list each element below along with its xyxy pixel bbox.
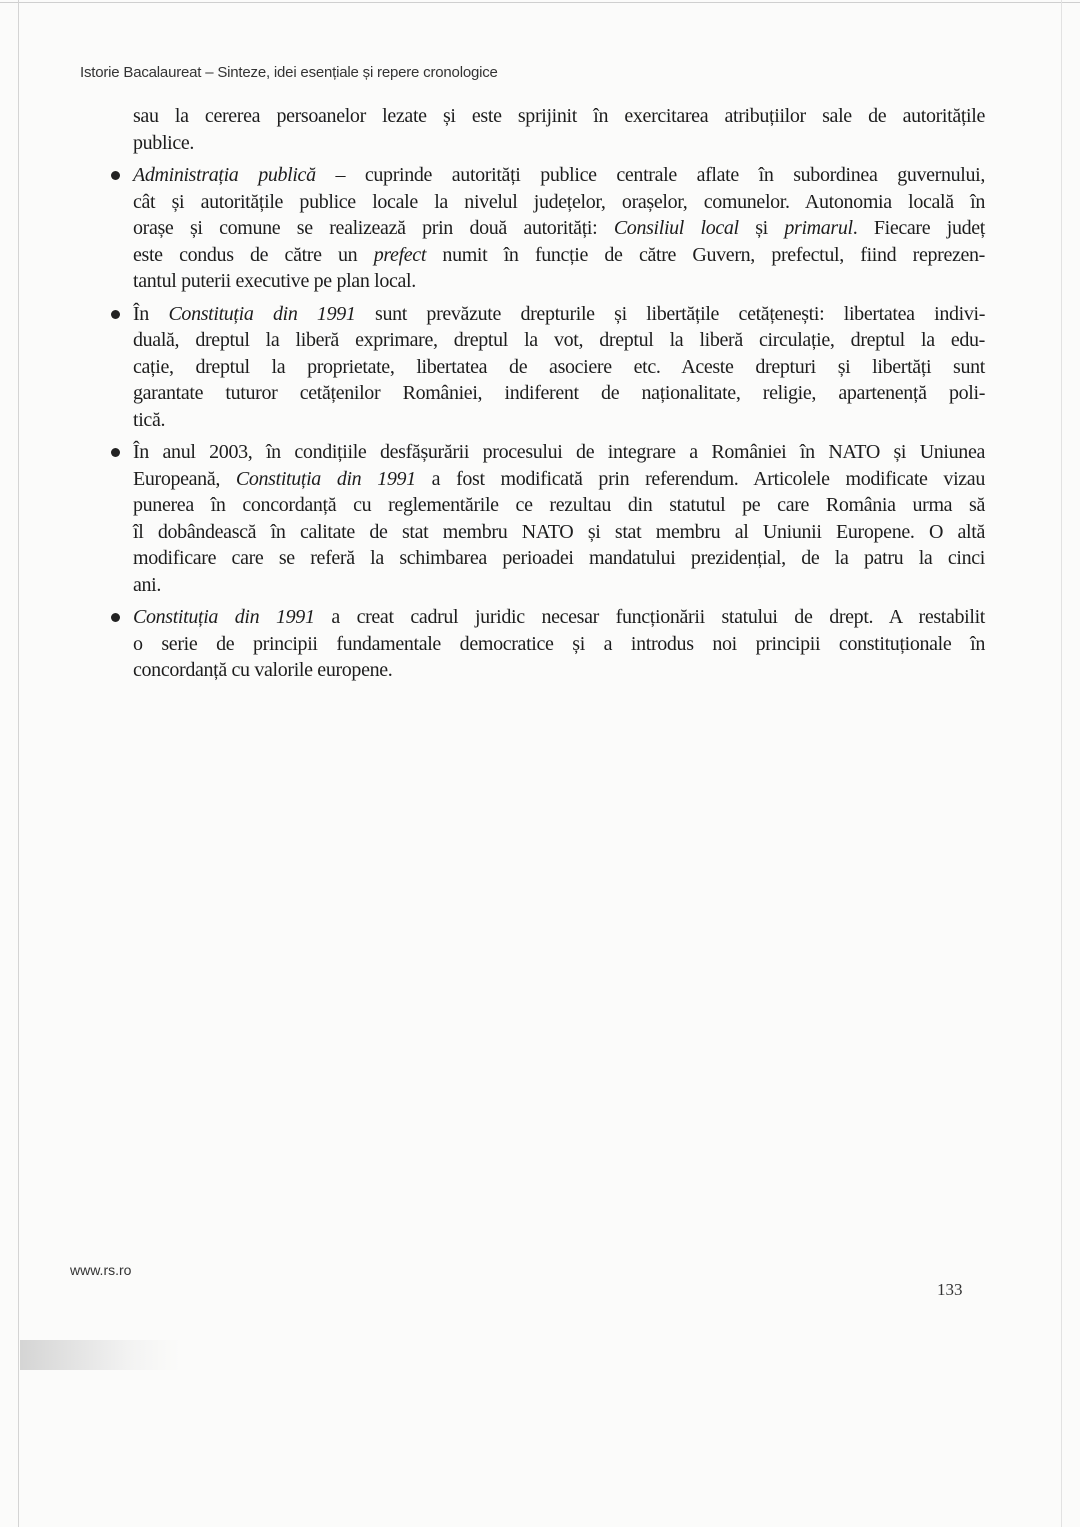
text-segment: a fost modificată prin referendum. Articolele modificate vizau xyxy=(415,467,985,490)
bullet-icon xyxy=(111,448,120,457)
text-segment: tantul puterii executive pe plan local. xyxy=(133,270,416,292)
continuation-paragraph xyxy=(105,103,985,156)
text-segment: sunt prevăzute drepturile și libertățile cetățenești: libertatea indivi- xyxy=(355,302,985,325)
bullet-icon xyxy=(111,310,120,319)
text-segment: garantate tuturor cetățenilor României, indiferent de naționalitate, religie, apartenență poli- xyxy=(133,382,985,404)
text-line xyxy=(133,466,985,493)
text-line xyxy=(133,604,985,631)
bullet-paragraph xyxy=(105,162,985,295)
text-line xyxy=(133,492,985,519)
bullet-paragraph xyxy=(105,301,985,434)
text-line xyxy=(133,189,985,216)
running-header: Istorie Bacalaureat – Sinteze, idei esențiale și repere cronologice xyxy=(80,64,498,81)
scan-edge-left xyxy=(18,0,19,1527)
text-segment: este condus de către un xyxy=(133,243,374,266)
text-segment: a creat cadrul juridic necesar funcționării statului de drept. A restabilit xyxy=(314,606,985,628)
text-segment: punerea în concordanță cu reglementările ce rezultau din statutul pe care România urma să xyxy=(133,494,985,516)
italic-term: Constituția din 1991 xyxy=(133,606,315,628)
text-line xyxy=(133,162,985,189)
text-line xyxy=(133,215,985,242)
text-line xyxy=(133,545,985,572)
text-line xyxy=(133,631,985,658)
text-segment: – cuprinde autorități publice centrale aflate în subordinea guvernului, xyxy=(315,164,986,186)
text-segment: sau la cererea persoanelor lezate și este sprijinit în exercitarea atribuțiilor sale de autoritățile xyxy=(133,105,985,127)
text-segment: cație, dreptul la proprietate, libertatea de asociere etc. Aceste drepturi și libertăți sunt xyxy=(133,355,985,378)
text-segment: concordanță cu valorile europene. xyxy=(133,659,393,681)
text-segment: publice. xyxy=(133,131,195,154)
scan-edge-top xyxy=(0,2,1080,3)
text-segment: tică. xyxy=(133,408,166,431)
italic-term: prefect xyxy=(373,243,427,266)
scan-smudge xyxy=(20,1340,180,1370)
text-segment: și xyxy=(738,217,785,239)
text-segment: În anul 2003, în condițiile desfășurării procesului de integrare a României în NATO și Uniunea xyxy=(133,441,985,463)
text-line xyxy=(133,657,985,684)
footer-url: www.rs.ro xyxy=(70,1262,132,1278)
text-segment: Europeană, xyxy=(133,467,236,490)
text-segment: cât și autoritățile publice locale la nivelul județelor, orașelor, comunelor. Autonomia locală în xyxy=(133,190,985,213)
text-segment: ani. xyxy=(133,573,162,596)
bullet-icon xyxy=(111,171,120,180)
italic-term: Administrația publică xyxy=(133,164,316,186)
text-line xyxy=(133,407,985,434)
bullet-icon xyxy=(111,613,120,622)
italic-term: Constituția din 1991 xyxy=(235,467,416,490)
text-segment: numit în funcție de către Guvern, prefectul, fiind reprezen- xyxy=(426,243,985,266)
italic-term: primarul xyxy=(784,217,853,239)
text-segment: îl dobândească în calitate de stat membru NATO și stat membru al Uniunii Europene. O altă xyxy=(133,520,985,543)
text-segment: . Fiecare județ xyxy=(852,217,985,239)
italic-term: Consiliul local xyxy=(613,217,739,239)
text-segment: duală, dreptul la liberă exprimare, dreptul la vot, dreptul la liberă circulație, dreptul la edu- xyxy=(133,329,985,351)
italic-term: Constituția din 1991 xyxy=(168,302,356,325)
text-line xyxy=(133,354,985,381)
text-segment: orașe și comune se realizează prin două autorități: xyxy=(133,217,614,239)
text-line xyxy=(133,327,985,354)
text-line xyxy=(133,130,985,157)
text-line xyxy=(133,103,985,130)
text-line xyxy=(133,380,985,407)
text-segment: modificare care se referă la schimbarea perioadei mandatului prezidențial, de la patru la cinci xyxy=(133,547,985,569)
scan-edge-right xyxy=(1061,0,1062,1527)
text-line xyxy=(133,301,985,328)
text-line xyxy=(133,519,985,546)
bullet-paragraph xyxy=(105,604,985,684)
bullet-paragraph xyxy=(105,439,985,598)
text-line xyxy=(133,268,985,295)
page-number: 133 xyxy=(937,1280,963,1299)
text-line xyxy=(133,242,985,269)
body-text xyxy=(105,103,985,690)
text-segment: În xyxy=(133,302,169,325)
text-line xyxy=(133,572,985,599)
text-segment: o serie de principii fundamentale democratice și a introdus noi principii constituționale în xyxy=(133,632,985,655)
text-line xyxy=(133,439,985,466)
